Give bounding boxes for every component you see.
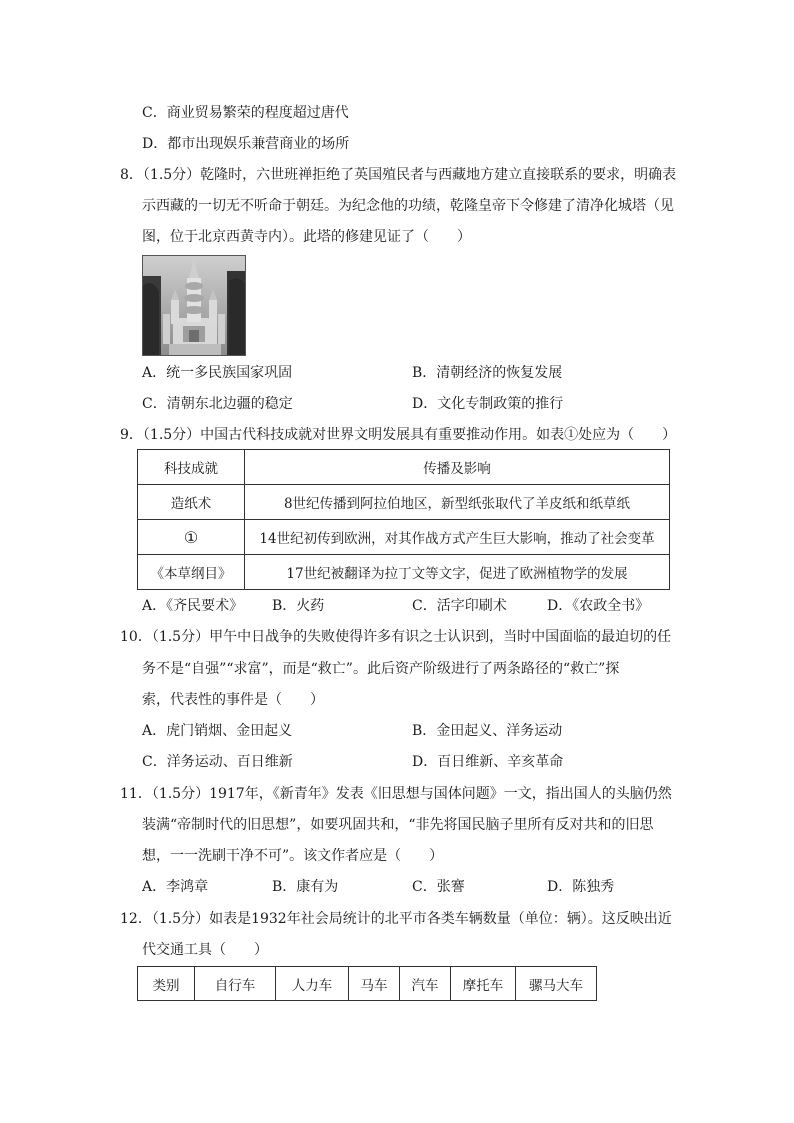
q10-stem-line1: 10．（1.5分）甲午中日战争的失败使得许多有识之士认识到，当时中国面临的最迫切的任 (120, 629, 672, 645)
q9-table-header-row (138, 450, 670, 485)
q8-stem-line3: 图，位于北京西黄寺内）。此塔的修建见证了（ ） (142, 229, 471, 245)
q12-header-rickshaw: 人力车 (276, 967, 349, 1001)
q12-table-header-row (138, 967, 597, 1001)
pagoda-illustration (143, 256, 245, 355)
q11-option-a[interactable]: A．李鸿章 (142, 879, 209, 895)
q11-stem-line1: 11．（1.5分）1917年，《新青年》发表《旧思想与国体问题》一文，指出国人的头脑仍然 (120, 786, 672, 802)
q9-stem-line1: 9．（1.5分）中国古代科技成就对世界文明发展具有重要推动作用。如表①处应为（ ） (120, 427, 677, 443)
q9-cell-achievement: 《本草纲目》 (138, 555, 245, 590)
q9-cell-impact: 17世纪被翻译为拉丁文等文字，促进了欧洲植物学的发展 (245, 555, 670, 590)
q8-option-d[interactable]: D．文化专制政策的推行 (412, 396, 564, 412)
q12-header-motorcycle: 摩托车 (451, 967, 516, 1001)
table-row (138, 520, 670, 555)
q9-option-c[interactable]: C．活字印刷术 (412, 598, 507, 614)
q9-cell-impact: 14世纪初传到欧洲，对其作战方式产生巨大影响，推动了社会变革 (245, 520, 670, 555)
q11-stem-line3: 想，一一洗刷干净不可”。该文作者应是（ ） (142, 848, 444, 864)
q8-option-c[interactable]: C．清朝东北边疆的稳定 (142, 396, 293, 412)
q11-option-c[interactable]: C．张謇 (412, 879, 465, 895)
q10-option-a[interactable]: A．虎门销烟、金田起义 (142, 723, 293, 739)
q12-header-mule-cart: 骡马大车 (516, 967, 597, 1001)
q9-header-impact: 传播及影响 (245, 450, 670, 485)
q11-option-d[interactable]: D．陈独秀 (547, 879, 615, 895)
prev-option-c: C．商业贸易繁荣的程度超过唐代 (142, 105, 349, 121)
q12-header-carriage: 马车 (349, 967, 400, 1001)
q10-option-c[interactable]: C．洋务运动、百日维新 (142, 754, 293, 770)
q8-stem-line1: 8．（1.5分）乾隆时，六世班禅拒绝了英国殖民者与西藏地方建立直接联系的要求，明确表 (120, 167, 677, 183)
q12-table (137, 966, 597, 1001)
q10-stem-line3: 索，代表性的事件是（ ） (142, 692, 324, 708)
q9-cell-achievement: 造纸术 (138, 485, 245, 520)
q12-header-category: 类别 (138, 967, 195, 1001)
prev-option-d: D．都市出现娱乐兼营商业的场所 (142, 136, 350, 152)
q9-header-achievement: 科技成就 (138, 450, 245, 485)
table-row (138, 555, 670, 590)
q9-option-d[interactable]: D．《农政全书》 (547, 598, 650, 614)
q12-header-car: 汽车 (400, 967, 451, 1001)
q8-option-b[interactable]: B．清朝经济的恢复发展 (412, 365, 563, 381)
q12-header-bicycle: 自行车 (195, 967, 276, 1001)
q12-stem-line2: 代交通工具（ ） (142, 942, 268, 958)
q11-stem-line2: 装满“帝制时代的旧思想”，如要巩固共和，“非先将国民脑子里所有反对共和的旧思 (142, 817, 654, 833)
q8-option-a[interactable]: A．统一多民族国家巩固 (142, 365, 293, 381)
q9-cell-impact: 8世纪传播到阿拉伯地区，新型纸张取代了羊皮纸和纸草纸 (245, 485, 670, 520)
q9-option-a[interactable]: A．《齐民要术》 (142, 598, 244, 614)
q9-table (137, 449, 670, 590)
q8-stem-line2: 示西藏的一切无不听命于朝廷。为纪念他的功绩，乾隆皇帝下令修建了清净化城塔（见 (142, 198, 674, 214)
q11-option-b[interactable]: B．康有为 (272, 879, 339, 895)
q9-cell-achievement: ① (138, 520, 245, 555)
q10-option-b[interactable]: B．金田起义、洋务运动 (412, 723, 563, 739)
q12-stem-line1: 12．（1.5分）如表是1932年社会局统计的北平市各类车辆数量（单位：辆）。这反映出近 (120, 911, 672, 927)
q10-stem-line2: 务不是“自强”“求富”，而是“救亡”。此后资产阶级进行了两条路径的“救亡”探 (142, 661, 620, 677)
q9-option-b[interactable]: B．火药 (272, 598, 325, 614)
table-row (138, 485, 670, 520)
q10-option-d[interactable]: D．百日维新、辛亥革命 (412, 754, 564, 770)
pagoda-photo (142, 255, 246, 356)
